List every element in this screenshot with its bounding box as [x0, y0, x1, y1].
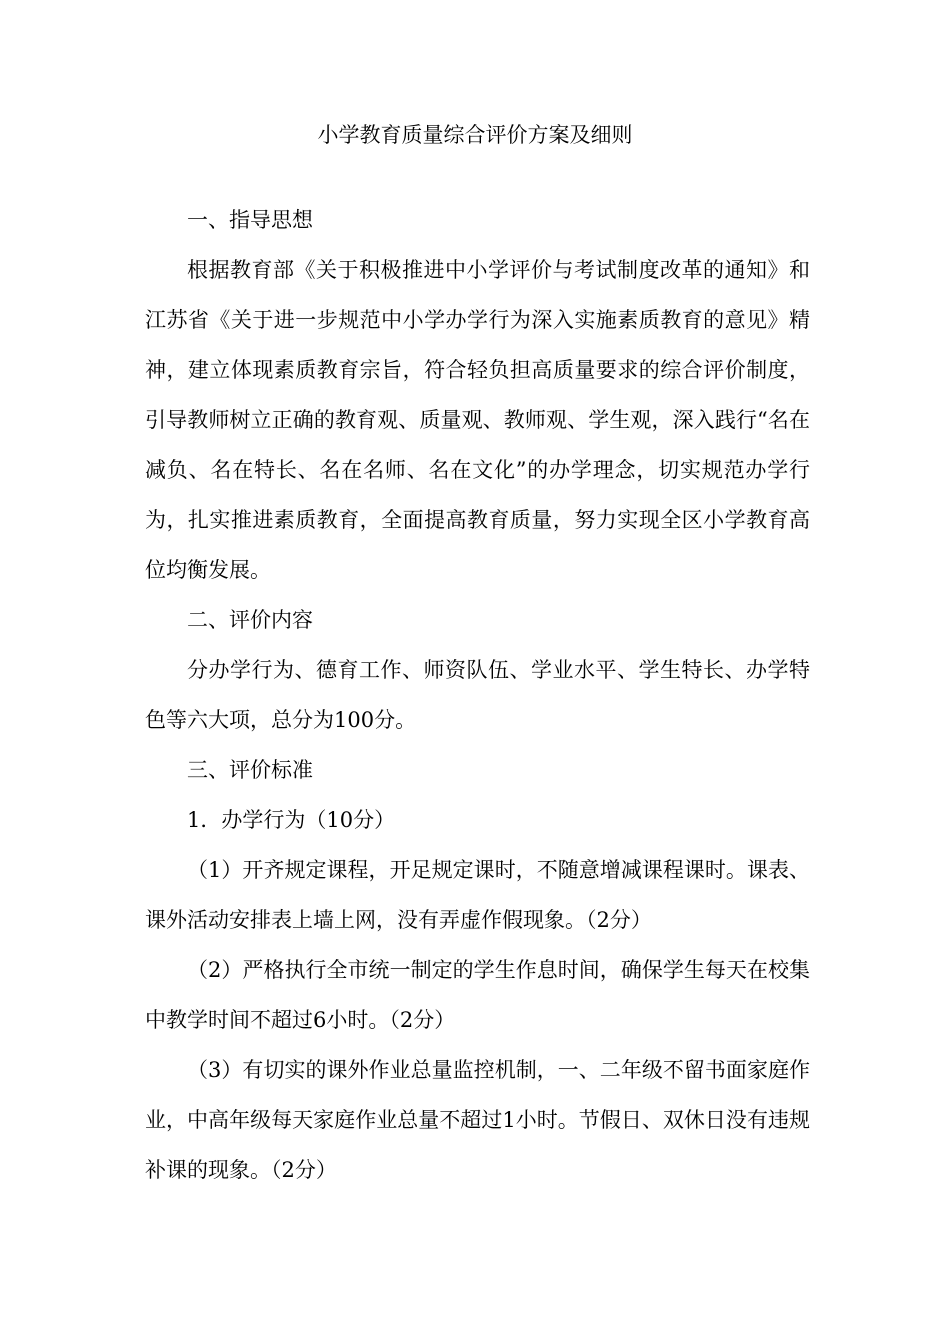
criterion-item-1: （1）开齐规定课程，开足规定课时，不随意增减课程课时。课表、课外活动安排表上墙上网，没有弄虚作假现象。（2分） [145, 858, 810, 932]
paragraph-evaluation-content: 分办学行为、德育工作、师资队伍、学业水平、学生特长、办学特色等六大项，总分为100分。 [145, 658, 810, 732]
section-heading-guiding-ideology: 一、指导思想 [187, 208, 313, 232]
subheading-school-conduct: 1．办学行为（10分） [187, 808, 396, 832]
paragraph-guiding-ideology: 根据教育部《关于积极推进中小学评价与考试制度改革的通知》和江苏省《关于进一步规范中小学办学行为深入实施素质教育的意见》精神，建立体现素质教育宗旨，符合轻负担高质量要求的综合评价制度，引导教师树立正确的教育观、质量观、教师观、学生观，深入践行“名在减负、名在特长、名在名师、名在文化”的办学理念，切实规范办学行为，扎实推进素质教育，全面提高教育质量，努力实现全区小学教育高位均衡发展。 [145, 258, 810, 582]
section-heading-evaluation-content: 二、评价内容 [187, 608, 313, 632]
criterion-item-3: （3）有切实的课外作业总量监控机制，一、二年级不留书面家庭作业，中高年级每天家庭作业总量不超过1小时。节假日、双休日没有违规补课的现象。（2分） [145, 1058, 810, 1182]
section-heading-evaluation-standard: 三、评价标准 [187, 758, 313, 782]
document-body [145, 195, 810, 1195]
criterion-item-2: （2）严格执行全市统一制定的学生作息时间，确保学生每天在校集中教学时间不超过6小时。（2分） [145, 958, 810, 1032]
document-title: 小学教育质量综合评价方案及细则 [317, 123, 633, 147]
